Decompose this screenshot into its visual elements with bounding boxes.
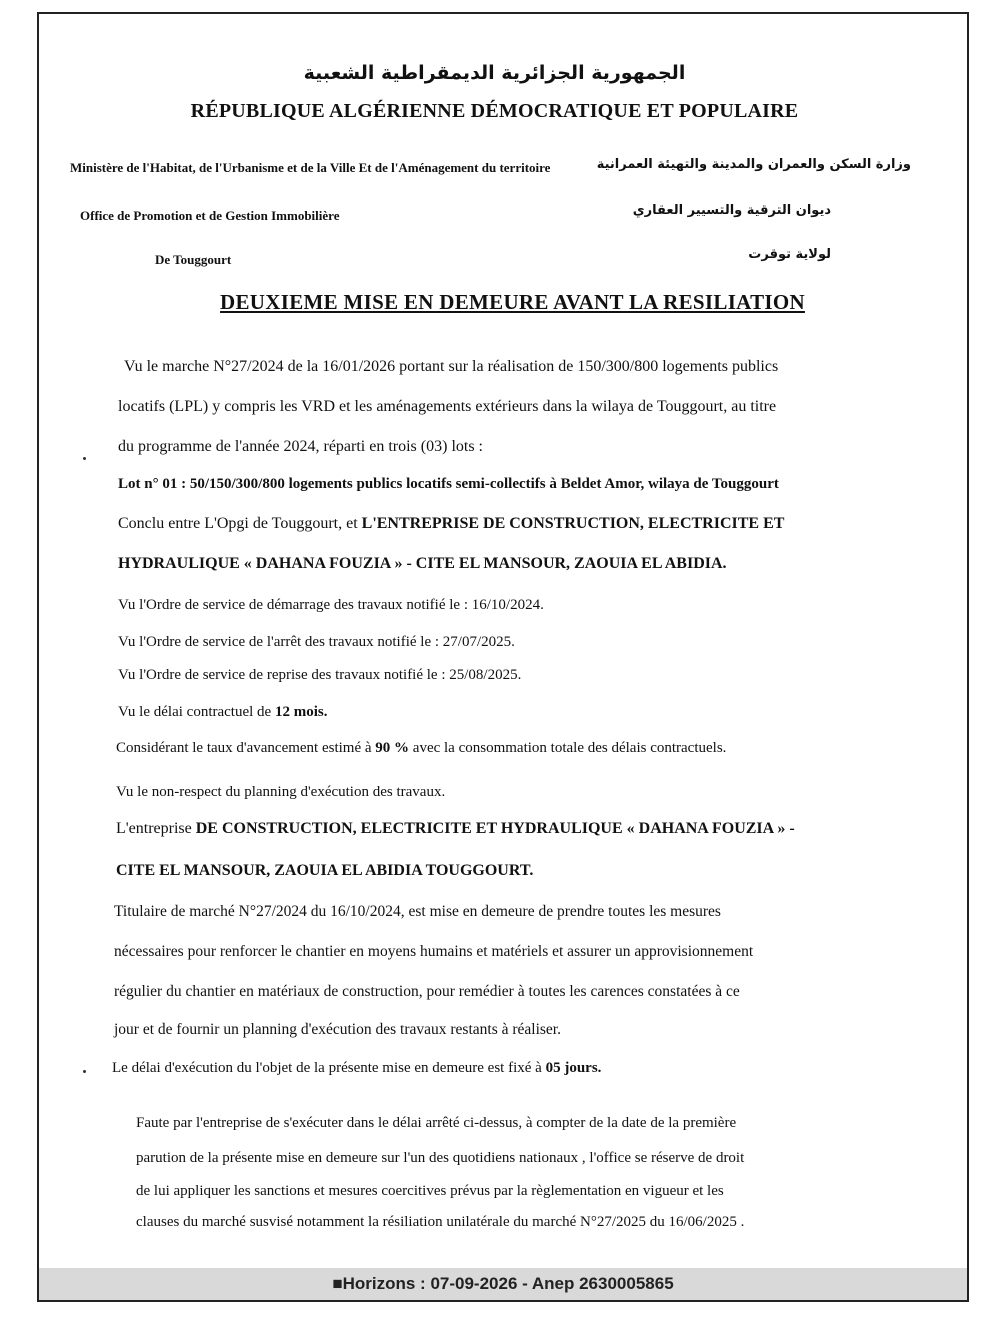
considerant-text: Considérant le taux d'avancement estimé à	[116, 740, 376, 756]
bullet-dot	[83, 457, 86, 460]
arabic-republic-title: الجمهورية الجزائرية الديمقراطية الشعبية	[303, 62, 686, 84]
body-p1-line3: du programme de l'année 2024, réparti en trois (03) lots :	[118, 438, 483, 455]
considerant-rate: 90 %	[375, 740, 410, 756]
lot-line: Lot n° 01 : 50/150/300/800 logements publics locatifs semi-collectifs à Beldet Amor, wilaya de Touggourt	[118, 476, 779, 492]
faute-line2: parution de la présente mise en demeure sur l'un des quotidiens nationaux , l'office se réserve de droit	[136, 1150, 745, 1166]
entreprise-text: L'entreprise	[116, 820, 196, 837]
delai-text: Le délai d'exécution du l'objet de la présente mise en demeure est fixé à	[112, 1060, 546, 1076]
vu-delai-value: 12 mois.	[274, 704, 328, 720]
vu-delai-text: Vu le délai contractuel de	[118, 704, 275, 720]
ministry-ar: وزارة السكن والعمران والمدينة والتهيئة العمرانية	[596, 157, 911, 172]
conclu-company: L'ENTREPRISE DE CONSTRUCTION, ELECTRICITE ET	[361, 515, 785, 532]
body-p1-line2: locatifs (LPL) y compris les VRD et les aménagements extérieurs dans la wilaya de Touggourt, au titre	[118, 398, 777, 415]
titulaire-line4: jour et de fournir un planning d'exécution des travaux restants à réaliser.	[114, 1021, 561, 1038]
french-republic-title: RÉPUBLIQUE ALGÉRIENNE DÉMOCRATIQUE ET POPULAIRE	[190, 100, 799, 122]
bullet-dot	[83, 1070, 86, 1073]
body-p1-line1: Vu le marche N°27/2024 de la 16/01/2026 portant sur la réalisation de 150/300/800 logements publics	[124, 358, 779, 375]
office-ar: ديوان الترقية والتسيير العقاري	[632, 203, 831, 218]
titulaire-line1: Titulaire de marché N°27/2024 du 16/10/2024, est mise en demeure de prendre toutes les mesures	[114, 903, 721, 920]
faute-line4: clauses du marché susvisé notamment la résiliation unilatérale du marché N°27/2025 du 16/06/2025 .	[136, 1214, 745, 1230]
faute-line3: de lui appliquer les sanctions et mesures coercitives prévus par la règlementation en vigueur et les	[136, 1183, 724, 1199]
office-fr: Office de Promotion et de Gestion Immobilière	[80, 208, 340, 223]
city-ar: لولاية توقرت	[748, 247, 831, 262]
conclu-text: Conclu entre L'Opgi de Touggourt, et	[118, 515, 362, 532]
titulaire-line3: régulier du chantier en matériaux de construction, pour remédier à toutes les carences constatées à ce	[114, 983, 740, 1000]
ministry-fr: Ministère de l'Habitat, de l'Urbanisme et de la Ville Et de l'Aménagement du territoire	[70, 160, 551, 175]
considerant-line	[116, 740, 726, 757]
document-title: DEUXIEME MISE EN DEMEURE AVANT LA RESILIATION	[220, 290, 805, 314]
entreprise-name: DE CONSTRUCTION, ELECTRICITE ET HYDRAULIQUE « DAHANA FOUZIA » -	[195, 820, 795, 837]
vu-delai	[118, 704, 327, 721]
delai-value: 05 jours.	[545, 1060, 602, 1076]
non-respect-line: Vu le non-respect du planning d'exécution des travaux.	[116, 784, 446, 800]
vu-demarrage: Vu l'Ordre de service de démarrage des travaux notifié le : 16/10/2024.	[118, 597, 544, 613]
delai-line	[112, 1060, 601, 1077]
cite-line: CITE EL MANSOUR, ZAOUIA EL ABIDIA TOUGGOURT.	[116, 862, 534, 879]
vu-arret: Vu l'Ordre de service de l'arrêt des travaux notifié le : 27/07/2025.	[118, 634, 515, 650]
conclu-line	[118, 515, 784, 533]
titulaire-line2: nécessaires pour renforcer le chantier en moyens humains et matériels et assurer un approvisionnement	[114, 943, 754, 960]
publication-footer: ■Horizons : 07-09-2026 - Anep 2630005865	[39, 1268, 967, 1300]
faute-line1: Faute par l'entreprise de s'exécuter dans le délai arrêté ci-dessus, à compter de la date de la première	[136, 1115, 737, 1131]
hydraulique-line: HYDRAULIQUE « DAHANA FOUZIA » - CITE EL MANSOUR, ZAOUIA EL ABIDIA.	[118, 555, 727, 572]
entreprise-line	[116, 820, 795, 838]
vu-reprise: Vu l'Ordre de service de reprise des travaux notifié le : 25/08/2025.	[118, 667, 522, 683]
considerant-rest: avec la consommation totale des délais contractuels.	[409, 740, 727, 756]
city-fr: De Touggourt	[155, 252, 232, 267]
